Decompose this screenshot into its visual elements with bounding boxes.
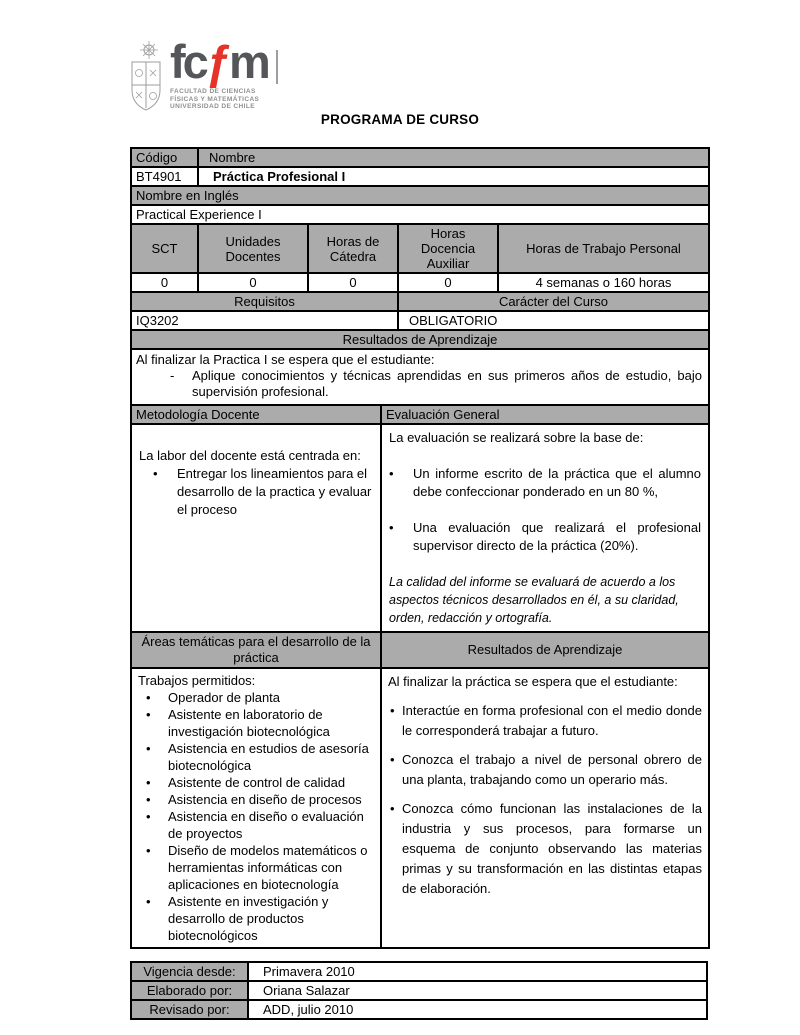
- value-horas-trabajo-personal: 4 semanas o 160 horas: [498, 273, 709, 292]
- logo-letter-f1: f: [170, 35, 183, 88]
- caracter-label: Carácter del Curso: [398, 292, 709, 311]
- nombre-label: Nombre: [198, 148, 709, 167]
- areas-item: [138, 842, 374, 893]
- value-sct: 0: [131, 273, 198, 292]
- bullet-marker: •: [390, 703, 395, 718]
- areas-item: [138, 791, 374, 808]
- areas-item: [138, 740, 374, 774]
- areas-header: Áreas temáticas para el desarrollo de la práctica: [131, 632, 381, 668]
- metodologia-cell: [131, 424, 381, 632]
- caracter-value: OBLIGATORIO: [398, 311, 709, 330]
- resultados2-item: [388, 750, 702, 790]
- bullet-marker: •: [153, 466, 158, 481]
- areas-item-text: Asistencia en diseño o evaluación de proyectos: [168, 809, 364, 841]
- elaborado-label: Elaborado por:: [131, 981, 248, 1000]
- bullet-marker: •: [146, 843, 151, 858]
- metodologia-intro: La labor del docente está centrada en:: [139, 448, 361, 463]
- resultados-aprendizaje-header: Resultados de Aprendizaje: [131, 330, 709, 349]
- areas-item: [138, 808, 374, 842]
- areas-intro: Trabajos permitidos:: [138, 673, 256, 688]
- fcfm-logo: [128, 35, 278, 116]
- evaluacion-cell: [381, 424, 709, 632]
- nombre-ingles-value: Practical Experience I: [131, 205, 709, 224]
- bullet-marker: •: [146, 894, 151, 909]
- logo-subtitle: [170, 88, 278, 111]
- resultados-intro: Al finalizar la Practica I se espera que el estudiante:: [136, 352, 435, 367]
- bullet-marker: •: [146, 707, 151, 722]
- logo-subline-3: UNIVERSIDAD DE CHILE: [170, 103, 255, 110]
- revisado-value: ADD, julio 2010: [248, 1000, 707, 1019]
- areas-item-text: Operador de planta: [168, 690, 281, 705]
- bullet-marker: •: [146, 741, 151, 756]
- evaluacion-item-text: Un informe escrito de la práctica que el alumno debe confeccionar ponderado en un 80 %,: [413, 466, 701, 499]
- resultados2-item: [388, 799, 702, 899]
- metodologia-header: Metodología Docente: [131, 405, 381, 424]
- resultados2-item: [388, 701, 702, 741]
- bullet-marker: •: [146, 809, 151, 824]
- nombre-value: Práctica Profesional I: [198, 167, 709, 186]
- evaluacion-item-text: Una evaluación que realizará el profesional supervisor directo de la práctica (20%).: [413, 520, 701, 553]
- bullet-marker: •: [389, 466, 394, 481]
- value-horas-docencia-auxiliar: 0: [398, 273, 498, 292]
- bullet-marker: •: [146, 690, 151, 705]
- logo-letter-f2-red: ƒ: [205, 35, 229, 88]
- document-content: [130, 147, 708, 1020]
- metodologia-item: [139, 465, 373, 519]
- header-unidades-docentes: Unidades Docentes: [198, 224, 308, 273]
- resultados2-item-text: Conozca el trabajo a nivel de personal obrero de una planta, trabajando como un operario más.: [402, 752, 702, 787]
- value-horas-catedra: 0: [308, 273, 398, 292]
- areas-item-text: Asistencia en diseño de procesos: [168, 792, 362, 807]
- resultados-item-text: Aplique conocimientos y técnicas aprendidas en sus primeros años de estudio, bajo supervisión profesional.: [192, 368, 702, 399]
- areas-item: [138, 893, 374, 944]
- fcfm-wordmark: [170, 35, 278, 88]
- course-info-table: [130, 147, 710, 406]
- areas-item-text: Asistencia en estudios de asesoría biotecnológica: [168, 741, 369, 773]
- evaluacion-intro: La evaluación se realizará sobre la base de:: [389, 430, 644, 445]
- resultados2-intro: Al finalizar la práctica se espera que el estudiante:: [388, 674, 678, 689]
- areas-item: [138, 706, 374, 740]
- metodologia-evaluacion-table: [130, 404, 710, 633]
- areas-item-text: Asistente en investigación y desarrollo de productos biotecnológicos: [168, 894, 329, 943]
- areas-item: [138, 689, 374, 706]
- bullet-marker: •: [146, 792, 151, 807]
- document-footer-table: [130, 961, 708, 1020]
- resultados-item: [136, 368, 702, 400]
- requisitos-value: IQ3202: [131, 311, 398, 330]
- university-shield-icon: [128, 40, 164, 116]
- header-horas-docencia-auxiliar: Horas Docencia Auxiliar: [398, 224, 498, 273]
- page-title: PROGRAMA DE CURSO: [320, 112, 480, 127]
- elaborado-value: Oriana Salazar: [248, 981, 707, 1000]
- resultados2-header: Resultados de Aprendizaje: [381, 632, 709, 668]
- resultados-aprendizaje-block: [131, 349, 709, 405]
- logo-subline-2: FÍSICAS Y MATEMÁTICAS: [170, 95, 260, 103]
- resultados2-item-text: Interactúe en forma profesional con el medio donde le corresponderá trabajar a futuro.: [402, 703, 702, 738]
- revisado-label: Revisado por:: [131, 1000, 248, 1019]
- bullet-marker: •: [390, 752, 395, 767]
- evaluacion-header: Evaluación General: [381, 405, 709, 424]
- logo-letter-m: m: [228, 35, 268, 88]
- codigo-label: Código: [131, 148, 198, 167]
- value-unidades-docentes: 0: [198, 273, 308, 292]
- areas-resultados-table: [130, 631, 710, 949]
- bullet-marker: •: [389, 520, 394, 535]
- areas-item-text: Asistente en laboratorio de investigación biotecnológica: [168, 707, 330, 739]
- resultados2-cell: [381, 668, 709, 948]
- codigo-value: BT4901: [131, 167, 198, 186]
- dash-marker: -: [170, 368, 175, 383]
- header-horas-catedra: Horas de Cátedra: [308, 224, 398, 273]
- areas-cell: [131, 668, 381, 948]
- areas-item-text: Asistente de control de calidad: [168, 775, 346, 790]
- logo-subline-1: FACULTAD DE CIENCIAS: [170, 88, 256, 95]
- bullet-marker: •: [146, 775, 151, 790]
- nombre-ingles-label: Nombre en Inglés: [131, 186, 709, 205]
- bullet-marker: •: [390, 801, 395, 816]
- logo-letter-c: c: [182, 35, 206, 88]
- evaluacion-item: [389, 519, 701, 555]
- evaluacion-note: La calidad del informe se evaluará de acuerdo a los aspectos técnicos desarrollados en él, a su claridad, orden, redacción y ortografía.: [389, 575, 679, 625]
- vigencia-label: Vigencia desde:: [131, 962, 248, 981]
- requisitos-label: Requisitos: [131, 292, 398, 311]
- header-sct: SCT: [131, 224, 198, 273]
- vigencia-value: Primavera 2010: [248, 962, 707, 981]
- areas-item: [138, 774, 374, 791]
- resultados2-item-text: Conozca cómo funcionan las instalaciones de la industria y sus procesos, para formarse un esquema de conjunto observando las materias primas y su transformación en las distintas etapas de elaboración.: [402, 801, 702, 896]
- logo-text-block: [170, 35, 278, 111]
- metodologia-item-text: Entregar los lineamientos para el desarrollo de la practica y evaluar el proceso: [177, 466, 372, 517]
- header-horas-trabajo-personal: Horas de Trabajo Personal: [498, 224, 709, 273]
- logo-divider: [276, 50, 278, 84]
- evaluacion-item: [389, 465, 701, 501]
- areas-item-text: Diseño de modelos matemáticos o herramientas informáticas con aplicaciones en biotecnología: [168, 843, 368, 892]
